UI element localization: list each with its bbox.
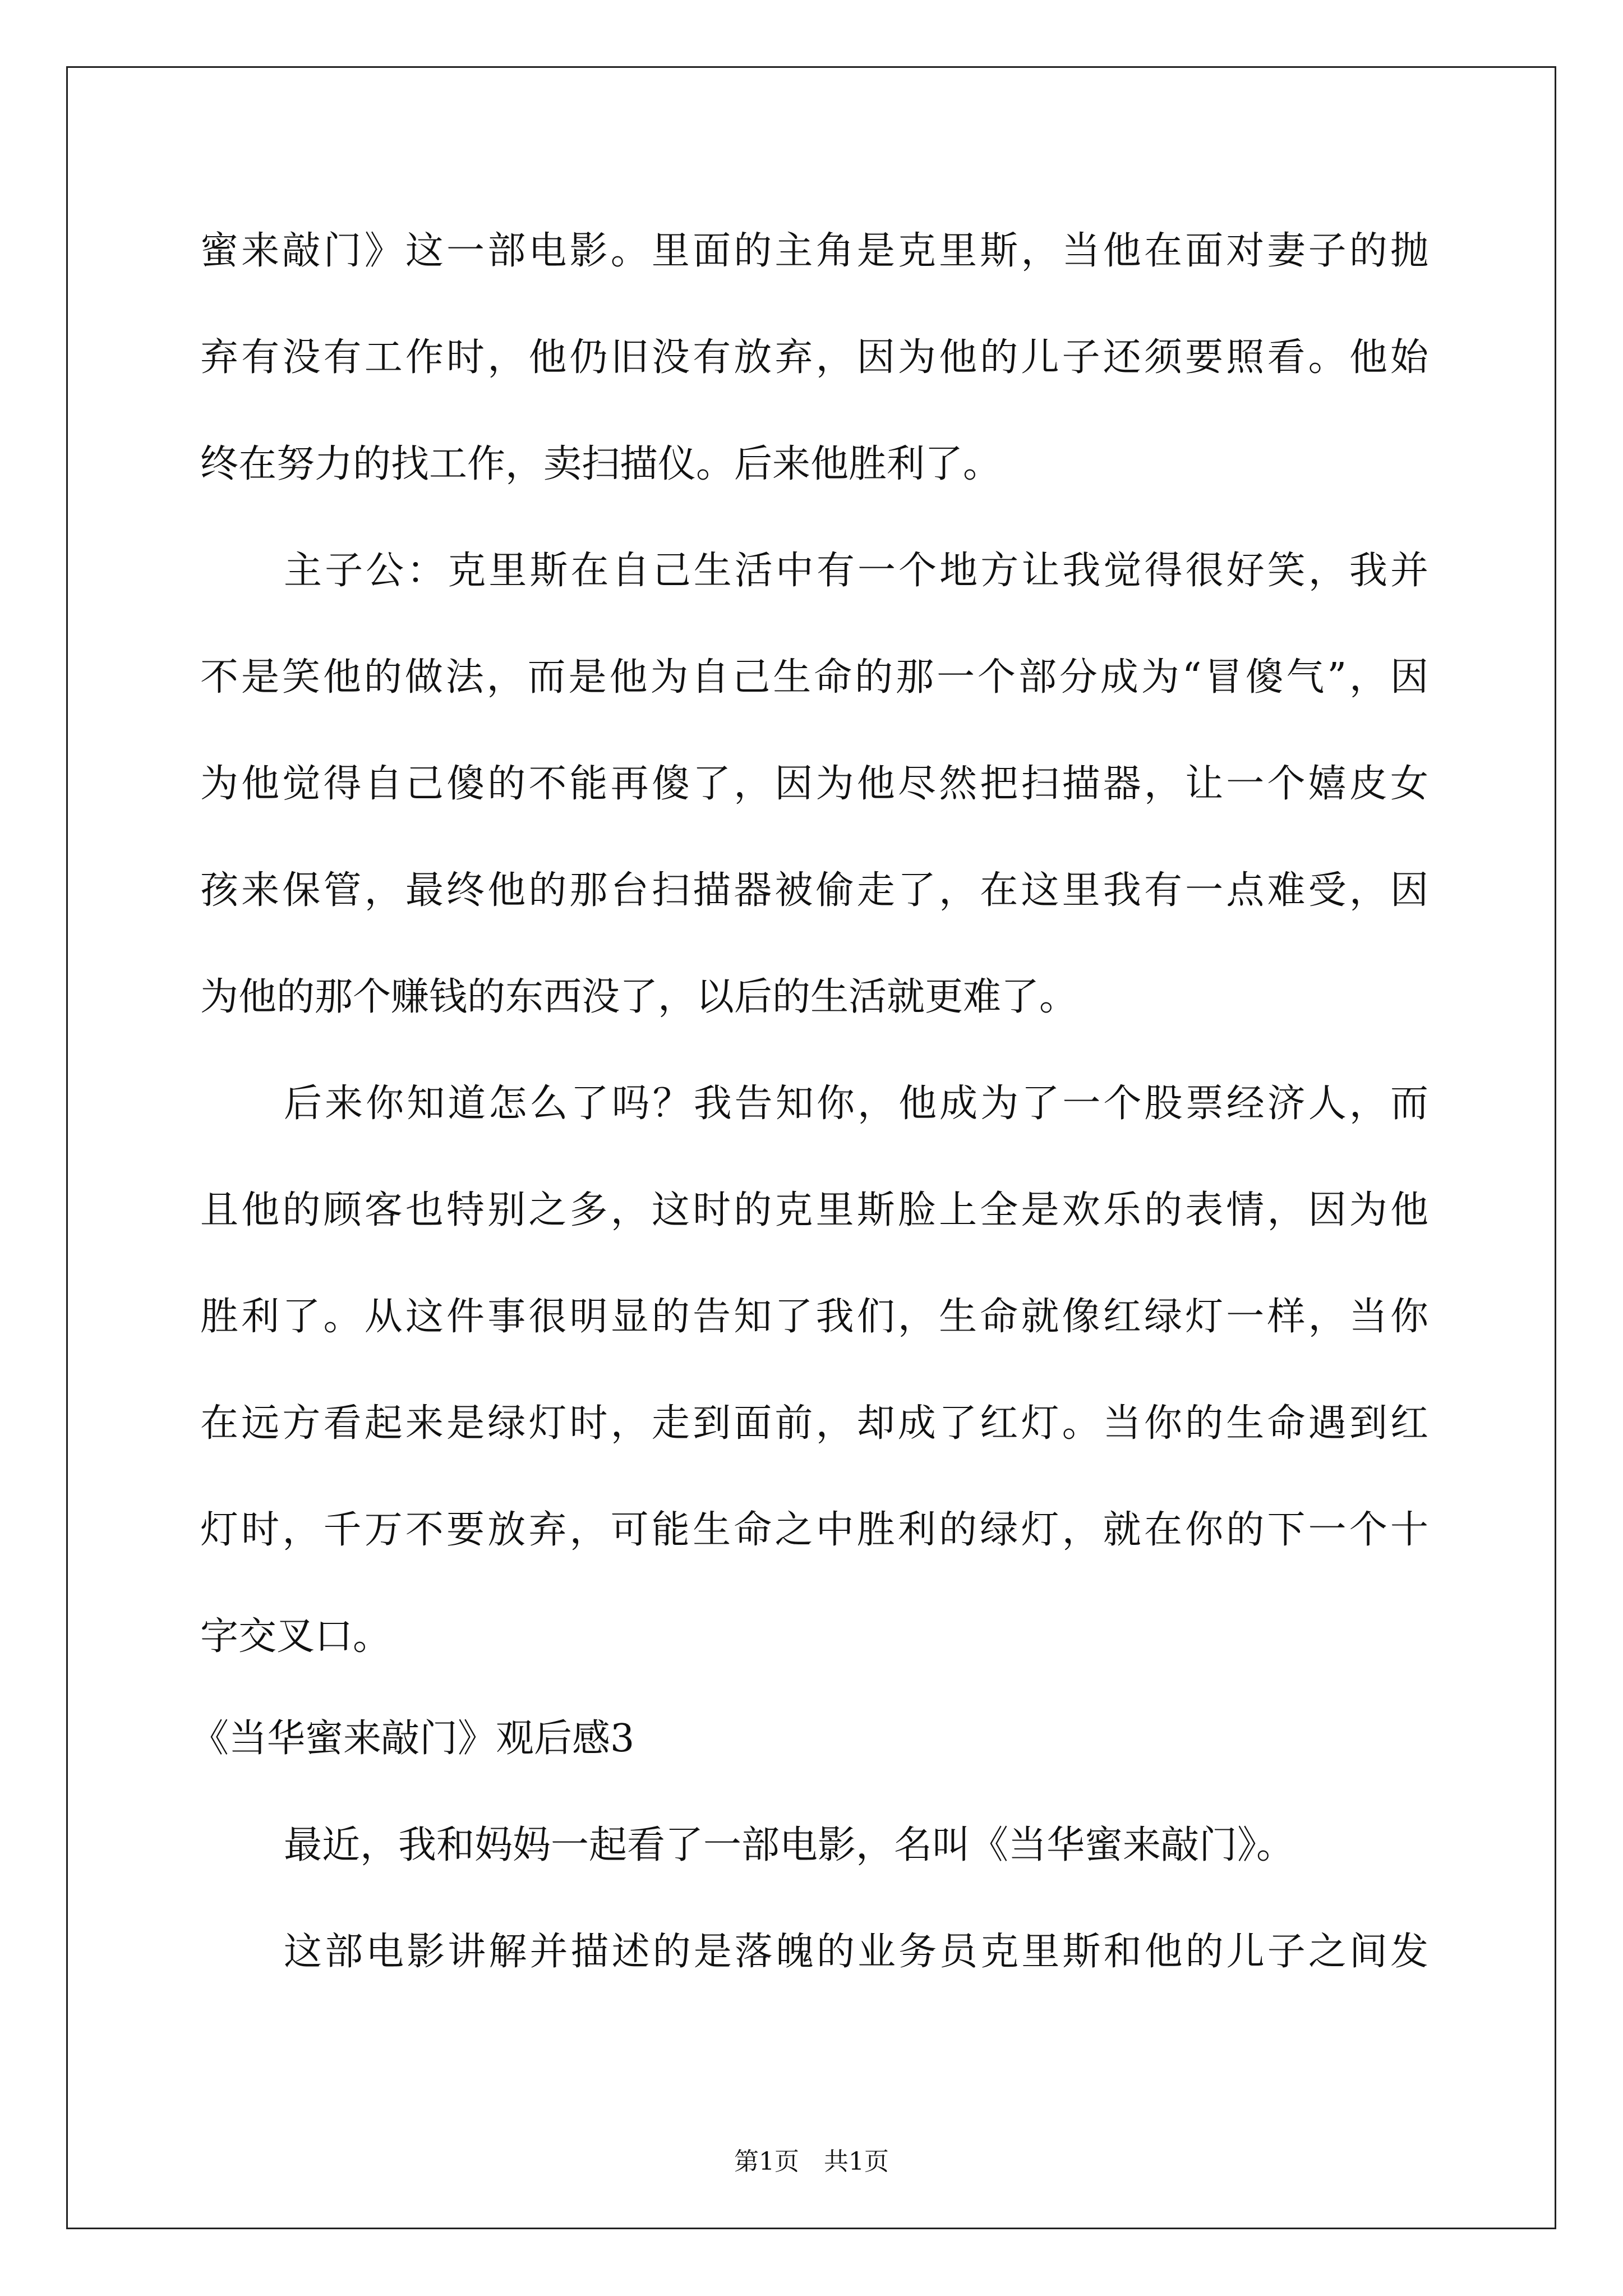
text-line-13: 灯时，千万不要放弃，可能生命之中胜利的绿灯，就在你的下一个十: [200, 1508, 1428, 1552]
text-line-1: 蜜来敲门》这一部电影。里面的主角是克里斯，当他在面对妻子的抛: [200, 229, 1428, 273]
section-heading: 《当华蜜来敲门》观后感3: [191, 1717, 635, 1761]
page-border: [66, 66, 1556, 2229]
text-line-6: 为他觉得自己傻的不能再傻了，因为他尽然把扫描器，让一个嬉皮女: [200, 762, 1428, 806]
text-line-4: 主子公：克里斯在自己生活中有一个地方让我觉得很好笑，我并: [284, 549, 1428, 593]
text-line-10: 且他的顾客也特别之多，这时的克里斯脸上全是欢乐的表情，因为他: [200, 1188, 1428, 1232]
text-line-3: 终在努力的找工作，卖扫描仪。后来他胜利了。: [200, 442, 1002, 486]
text-line-9: 后来你知道怎么了吗？我告知你，他成为了一个股票经济人，而: [284, 1082, 1428, 1126]
text-line-2: 弃有没有工作时，他仍旧没有放弃，因为他的儿子还须要照看。他始: [200, 335, 1428, 380]
text-line-11: 胜利了。从这件事很明显的告知了我们，生命就像红绿灯一样，当你: [200, 1295, 1428, 1339]
text-line-16: 最近，我和妈妈一起看了一部电影，名叫《当华蜜来敲门》。: [284, 1823, 1295, 1867]
text-line-7: 孩来保管，最终他的那台扫描器被偷走了，在这里我有一点难受，因: [200, 868, 1428, 913]
text-line-14: 字交叉口。: [200, 1614, 391, 1659]
page-number-footer: 第1页 共1页: [734, 2147, 889, 2176]
text-line-17: 这部电影讲解并描述的是落魄的业务员克里斯和他的儿子之间发: [284, 1930, 1428, 1974]
text-line-8: 为他的那个赚钱的东西没了，以后的生活就更难了。: [200, 975, 1078, 1019]
text-line-12: 在远方看起来是绿灯时，走到面前，却成了红灯。当你的生命遇到红: [200, 1401, 1428, 1446]
text-line-5: 不是笑他的做法，而是他为自己生命的那一个部分成为“冒傻气”，因: [200, 655, 1428, 700]
